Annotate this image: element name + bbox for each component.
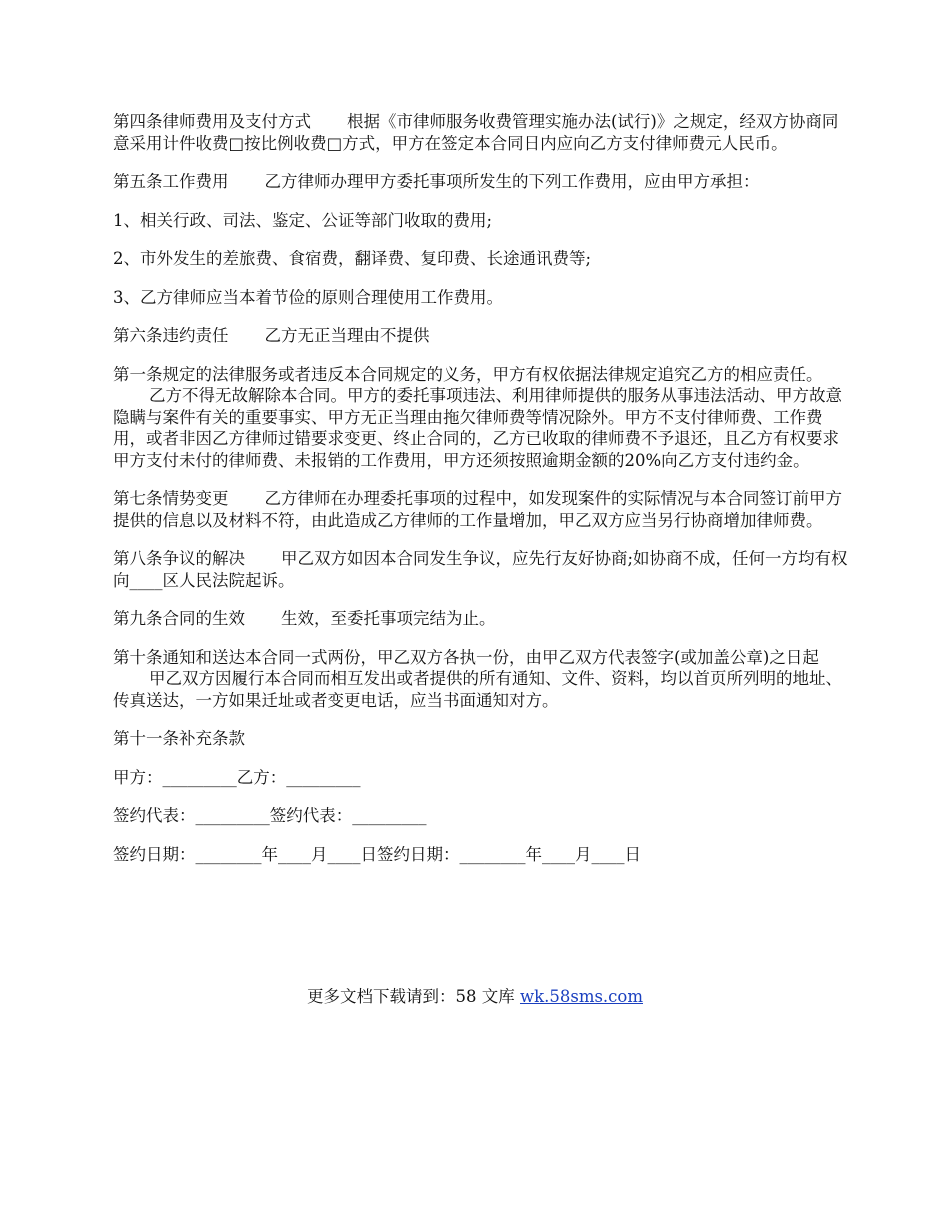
clause-5-item-3: 3、乙方律师应当本着节俭的原则合理使用工作费用。 [113, 287, 503, 307]
clause-8 [113, 548, 848, 591]
clause-8-text: 甲乙双方如因本合同发生争议，应先行友好协商;如协商不成，任何一方均有权向____区人民法院起诉。 [113, 549, 848, 590]
clause-4 [113, 111, 848, 154]
clause-9 [113, 608, 848, 630]
document-body [113, 111, 848, 882]
clause-7-heading: 第七条情势变更 [113, 489, 229, 508]
footer [0, 986, 950, 1008]
representative-line: 签约代表：_________签约代表：_________ [113, 806, 427, 825]
signing-date-line: 签约日期：________年____月____日签约日期：________年____月____日 [113, 844, 641, 864]
clause-4-heading: 第四条律师费用及支付方式 [113, 112, 311, 131]
clause-5-text: 乙方律师办理甲方委托事项所发生的下列工作费用，应由甲方承担： [264, 172, 760, 191]
clause-7-text: 乙方律师在办理委托事项的过程中，如发现案件的实际情况与本合同签订前甲方提供的信息以及材料不符，由此造成乙方律师的工作量增加，甲乙双方应当另行协商增加律师费。 [113, 489, 842, 530]
clause-8-heading: 第八条争议的解决 [113, 549, 245, 568]
clause-10-text-b: 甲乙双方因履行本合同而相互发出或者提供的所有通知、文件、资料，均以首页所列明的地址、传真送达，一方如果迁址或者变更电话，应当书面通知对方。 [113, 669, 842, 710]
clause-6 [113, 325, 848, 347]
clause-6-text: 乙方无正当理由不提供 [264, 326, 430, 345]
clause-11: 第十一条补充条款 [113, 729, 245, 748]
footer-link[interactable]: wk.58sms.com [519, 987, 643, 1006]
clause-9-heading: 第九条合同的生效 [113, 609, 245, 628]
clause-6-heading: 第六条违约责任 [113, 326, 229, 345]
footer-text: 更多文档下载请到：58 文库 [306, 987, 520, 1006]
clause-5-item-2: 2、市外发生的差旅费、食宿费，翻译费、复印费、长途通讯费等; [113, 249, 592, 268]
clause-5 [113, 171, 848, 193]
clause-6-continued [113, 364, 848, 472]
clause-4-text: 根据《市律师服务收费管理实施办法(试行)》之规定，经双方协商同意采用计件收费□按比例收费□方式，甲方在签定本合同日内应向乙方支付律师费元人民币。 [113, 112, 839, 153]
clause-10 [113, 647, 848, 712]
clause-5-heading: 第五条工作费用 [113, 172, 229, 191]
clause-5-item-1: 1、相关行政、司法、鉴定、公证等部门收取的费用; [113, 210, 493, 230]
clause-7 [113, 488, 848, 531]
clause-10-text-a: 第十条通知和送达本合同一式两份，甲乙双方各执一份，由甲乙双方代表签字(或加盖公章)之日起 [113, 647, 819, 667]
clause-6-continued-text-a: 第一条规定的法律服务或者违反本合同规定的义务，甲方有权依据法律规定追究乙方的相应责任。 [113, 364, 823, 384]
clause-9-text: 生效，至委托事项完结为止。 [281, 609, 496, 628]
party-line: 甲方：_________乙方：_________ [113, 767, 361, 787]
clause-6-continued-text-b: 乙方不得无故解除本合同。甲方的委托事项违法、利用律师提供的服务从事违法活动、甲方故意隐瞒与案件有关的重要事实、甲方无正当理由拖欠律师费等情况除外。甲方不支付律师费、工作费用，或者非因乙方律师过错要求变更、终止合同的，乙方已收取的律师费不予退还，且乙方有权要求甲方支付未付的律师费、未报销的工作费用，甲方还须按照逾期金额的20%向乙方支付违约金。 [113, 386, 842, 470]
